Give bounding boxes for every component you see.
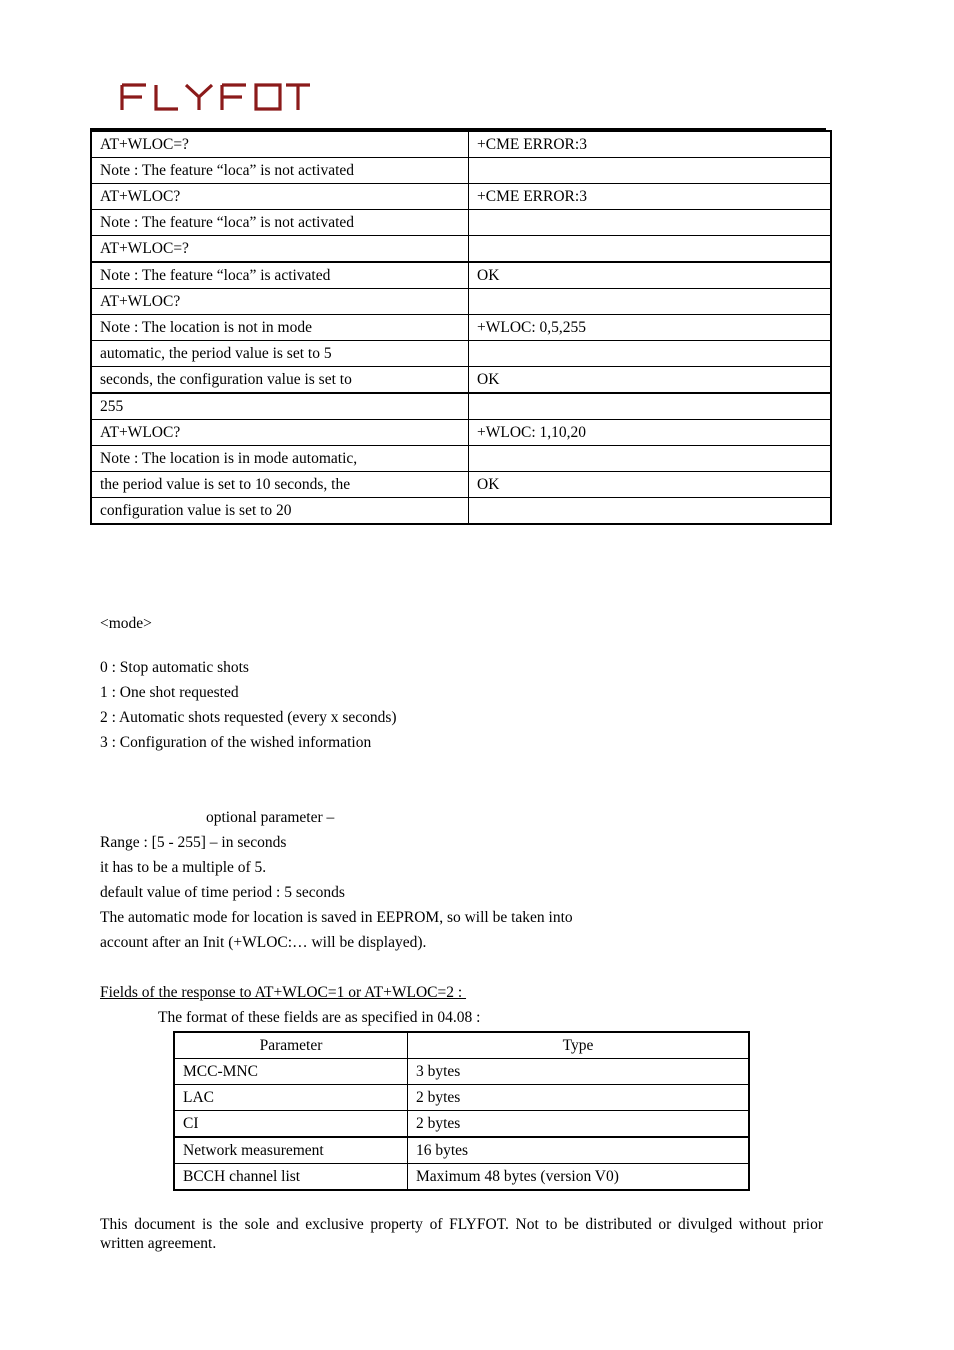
command-cell: seconds, the configuration value is set to	[91, 367, 469, 394]
command-cell: configuration value is set to 20	[91, 498, 469, 525]
mode-item: 1 : One shot requested	[100, 684, 239, 701]
table-row	[91, 158, 831, 184]
time-range: Range : [5 - 255] – in seconds	[100, 834, 287, 851]
response-cell: OK	[469, 472, 832, 498]
fields-subtitle: The format of these fields are as specified in 04.08 :	[158, 1009, 481, 1026]
type-cell: 2 bytes	[408, 1111, 750, 1138]
time-multiple: it has to be a multiple of 5.	[100, 859, 267, 876]
column-header: Parameter	[174, 1032, 408, 1059]
flyfot-logo-mark	[120, 82, 312, 112]
table-header-row	[174, 1032, 749, 1059]
table-row	[91, 262, 831, 289]
table-row	[174, 1111, 749, 1138]
command-cell: AT+WLOC?	[91, 420, 469, 446]
column-header: Type	[408, 1032, 750, 1059]
table-row	[91, 315, 831, 341]
time-param-label: optional parameter –	[206, 809, 335, 826]
command-cell: automatic, the period value is set to 5	[91, 341, 469, 367]
parameter-cell: Network measurement	[174, 1137, 408, 1164]
response-cell	[469, 236, 832, 263]
response-cell	[469, 498, 832, 525]
response-cell: +CME ERROR:3	[469, 184, 832, 210]
parameter-cell: BCCH channel list	[174, 1164, 408, 1191]
response-cell	[469, 341, 832, 367]
parameter-cell: CI	[174, 1111, 408, 1138]
table-row	[91, 131, 831, 158]
mode-item: 3 : Configuration of the wished information	[100, 734, 372, 751]
table-row	[91, 420, 831, 446]
eeprom-note: The automatic mode for location is saved in EEPROM, so will be taken into	[100, 909, 573, 926]
response-cell	[469, 393, 832, 420]
table-row	[91, 446, 831, 472]
table-row	[91, 472, 831, 498]
response-cell	[469, 210, 832, 236]
type-cell: Maximum 48 bytes (version V0)	[408, 1164, 750, 1191]
type-cell: 2 bytes	[408, 1085, 750, 1111]
table-row	[174, 1137, 749, 1164]
time-default: default value of time period : 5 seconds	[100, 884, 345, 901]
response-cell	[469, 289, 832, 315]
fields-table	[173, 1031, 750, 1191]
eeprom-note-cont: account after an Init (+WLOC:… will be displayed).	[100, 934, 427, 951]
table-row	[91, 289, 831, 315]
command-cell: Note : The feature “loca” is not activated	[91, 210, 469, 236]
command-cell: the period value is set to 10 seconds, the	[91, 472, 469, 498]
command-cell: AT+WLOC=?	[91, 236, 469, 263]
response-cell: +WLOC: 0,5,255	[469, 315, 832, 341]
fields-title: Fields of the response to AT+WLOC=1 or AT+WLOC=2 :	[100, 984, 467, 1001]
mode-heading: <mode>	[100, 615, 152, 632]
mode-item: 2 : Automatic shots requested (every x seconds)	[100, 709, 397, 726]
type-cell: 16 bytes	[408, 1137, 750, 1164]
command-cell: AT+WLOC?	[91, 289, 469, 315]
table-row	[91, 210, 831, 236]
response-cell	[469, 446, 832, 472]
response-cell: OK	[469, 262, 832, 289]
table-row	[174, 1059, 749, 1085]
table-row	[91, 367, 831, 394]
table-row	[91, 393, 831, 420]
command-cell: AT+WLOC?	[91, 184, 469, 210]
table-row	[91, 236, 831, 263]
command-cell: Note : The location is not in mode	[91, 315, 469, 341]
table-row	[91, 341, 831, 367]
response-cell	[469, 158, 832, 184]
response-cell: OK	[469, 367, 832, 394]
command-table	[90, 130, 832, 525]
parameter-cell: LAC	[174, 1085, 408, 1111]
table-row	[174, 1164, 749, 1191]
command-cell: AT+WLOC=?	[91, 131, 469, 158]
command-cell: Note : The feature “loca” is activated	[91, 262, 469, 289]
command-cell: Note : The feature “loca” is not activated	[91, 158, 469, 184]
footer-disclaimer: This document is the sole and exclusive property of FLYFOT. Not to be distributed or divulged without prior written agreement.	[100, 1216, 823, 1252]
command-cell: Note : The location is in mode automatic,	[91, 446, 469, 472]
table-row	[174, 1085, 749, 1111]
mode-item: 0 : Stop automatic shots	[100, 659, 249, 676]
type-cell: 3 bytes	[408, 1059, 750, 1085]
table-row	[91, 498, 831, 525]
flyfot-logo	[120, 82, 312, 112]
table-row	[91, 184, 831, 210]
response-cell: +WLOC: 1,10,20	[469, 420, 832, 446]
command-cell: 255	[91, 393, 469, 420]
response-cell: +CME ERROR:3	[469, 131, 832, 158]
parameter-cell: MCC-MNC	[174, 1059, 408, 1085]
